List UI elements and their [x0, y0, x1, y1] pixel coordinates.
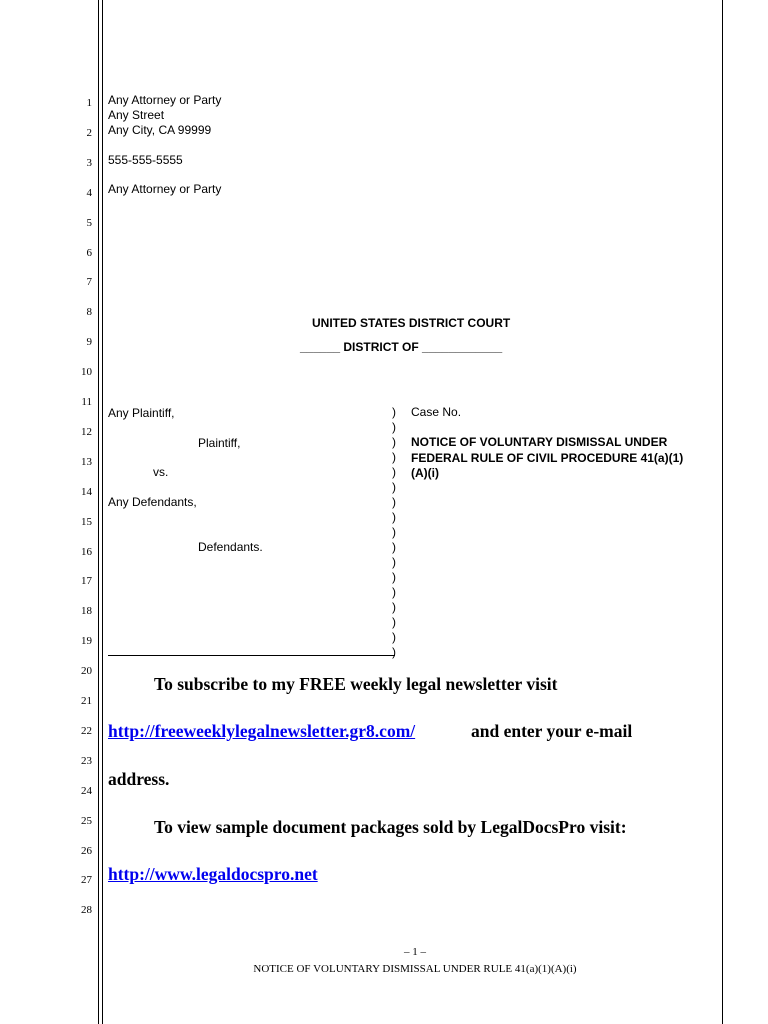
left-margin-rule-inner — [102, 0, 103, 1024]
right-margin-rule — [722, 0, 723, 1024]
line-number: 1 — [86, 97, 92, 109]
line-number: 14 — [81, 485, 92, 498]
caption-paren: ) — [392, 525, 396, 539]
line-number: 9 — [86, 336, 92, 349]
court-name: UNITED STATES DISTRICT COURT — [312, 316, 511, 330]
footer-title: NOTICE OF VOLUNTARY DISMISSAL UNDER RULE 41(a)(1)(A)(i) — [253, 963, 577, 975]
caption-paren: ) — [392, 600, 396, 614]
plaintiff-role: Plaintiff, — [198, 436, 241, 450]
line-number: 28 — [81, 904, 92, 917]
caption-paren: ) — [392, 450, 396, 464]
line-number: 26 — [81, 844, 92, 857]
caption-paren: ) — [392, 570, 396, 584]
attorney-phone: 555-555-5555 — [108, 153, 183, 167]
line-number: 15 — [81, 515, 92, 528]
caption-paren: ) — [392, 540, 396, 554]
newsletter-sentence-cont: and enter your e-mail — [471, 721, 633, 741]
plaintiff-name: Any Plaintiff, — [108, 406, 175, 420]
caption-paren: ) — [392, 495, 396, 509]
line-number: 18 — [81, 605, 92, 618]
line-number: 8 — [86, 306, 92, 319]
line-number: 17 — [81, 575, 92, 588]
line-number: 13 — [81, 455, 92, 468]
legaldocspro-link[interactable]: http://www.legaldocspro.net — [108, 864, 318, 884]
caption-paren: ) — [392, 435, 396, 449]
document-title-line-2: FEDERAL RULE OF CIVIL PROCEDURE 41(a)(1) — [411, 451, 684, 465]
samples-sentence: To view sample document packages sold by LegalDocsPro visit: — [154, 817, 627, 837]
case-number-label: Case No. — [411, 405, 462, 419]
caption-paren: ) — [392, 630, 396, 644]
newsletter-link[interactable]: http://freeweeklylegalnewsletter.gr8.com/ — [108, 721, 416, 741]
caption-paren: ) — [392, 405, 396, 419]
line-number: 10 — [81, 366, 92, 379]
attorney-for: Any Attorney or Party — [108, 182, 222, 196]
line-number: 3 — [86, 156, 92, 169]
line-number: 16 — [81, 545, 92, 558]
attorney-line-2: Any Street — [108, 108, 165, 122]
newsletter-sentence-end: address. — [108, 769, 170, 789]
line-number: 21 — [81, 695, 92, 707]
line-number: 19 — [81, 635, 92, 648]
caption-paren: ) — [392, 585, 396, 599]
line-number: 12 — [81, 425, 92, 438]
attorney-line-1: Any Attorney or Party — [108, 93, 222, 107]
newsletter-sentence: To subscribe to my FREE weekly legal newsletter visit — [154, 674, 558, 694]
page-number: – 1 – — [404, 946, 426, 958]
caption-paren: ) — [392, 420, 396, 434]
defendant-role: Defendants. — [198, 540, 263, 554]
line-number: 22 — [81, 724, 92, 737]
line-number: 11 — [81, 396, 92, 408]
line-number: 27 — [81, 874, 92, 887]
caption-paren: ) — [392, 615, 396, 629]
line-number: 20 — [81, 665, 92, 678]
line-number: 5 — [86, 216, 92, 229]
versus: vs. — [153, 465, 169, 479]
caption-paren: ) — [392, 555, 396, 569]
line-number: 4 — [86, 186, 92, 199]
line-number: 25 — [81, 814, 92, 827]
line-number: 7 — [86, 276, 92, 289]
defendant-name: Any Defendants, — [108, 495, 197, 509]
line-number: 23 — [81, 754, 92, 767]
line-number: 2 — [86, 126, 92, 139]
line-number: 24 — [81, 784, 92, 797]
left-margin-rule-outer — [98, 0, 99, 1024]
line-number: 6 — [86, 246, 92, 259]
court-district: ______ DISTRICT OF ____________ — [300, 340, 503, 354]
attorney-line-3: Any City, CA 99999 — [108, 123, 212, 137]
caption-paren: ) — [392, 480, 396, 494]
caption-bottom-rule — [108, 655, 395, 656]
caption-paren: ) — [392, 645, 396, 659]
caption-paren: ) — [392, 510, 396, 524]
caption-paren: ) — [392, 465, 396, 479]
document-title-line-3: (A)(i) — [411, 466, 439, 480]
document-title-line-1: NOTICE OF VOLUNTARY DISMISSAL UNDER — [411, 435, 668, 449]
